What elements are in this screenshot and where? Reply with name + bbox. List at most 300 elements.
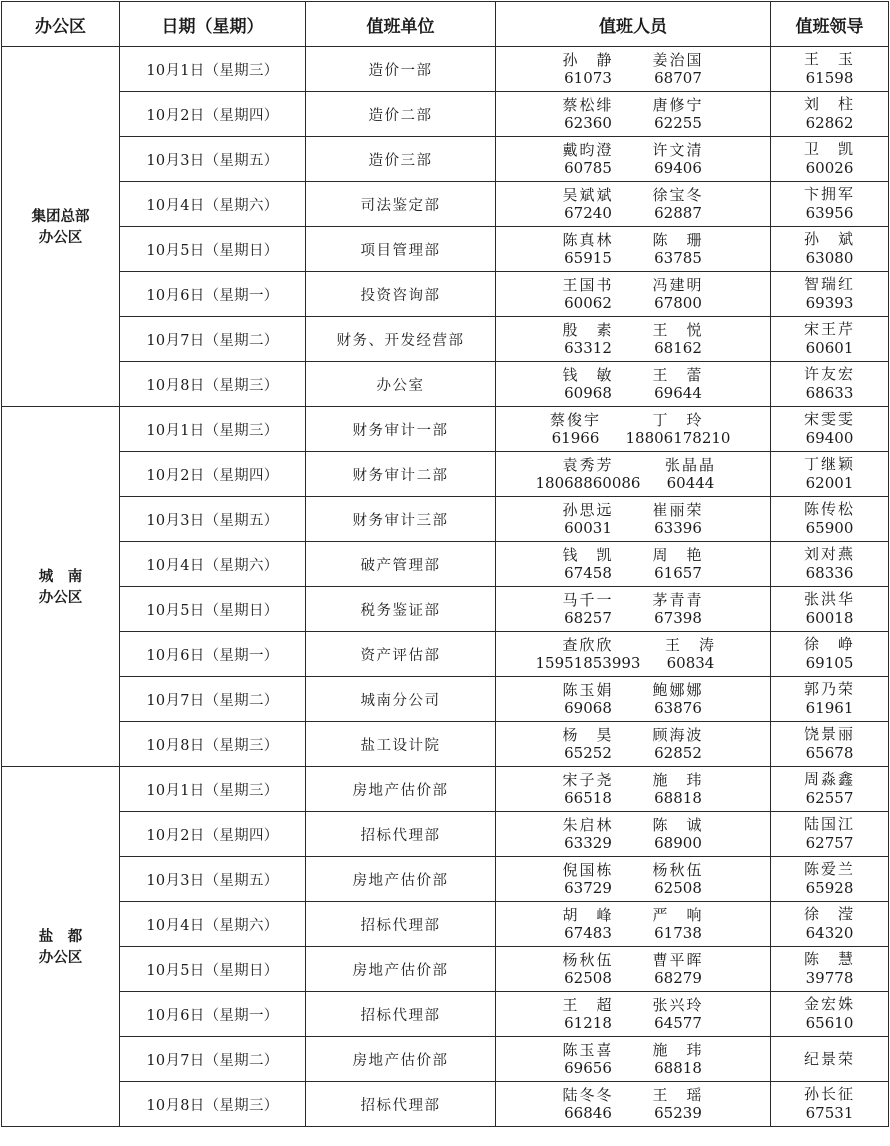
staff-member	[548, 546, 628, 582]
table-row	[2, 452, 889, 497]
staff-phone: 68162	[654, 339, 702, 357]
staff-member	[548, 1086, 628, 1122]
leader-name: 丁继颖	[803, 455, 855, 473]
staff-name: 吴斌斌	[562, 186, 614, 204]
staff-phone: 63785	[654, 249, 702, 267]
staff-phone: 15951853993	[535, 654, 641, 672]
table-row	[2, 1037, 889, 1082]
staff-member	[638, 591, 718, 627]
leader-phone: 69400	[805, 429, 854, 447]
date-cell: 10月5日（星期日）	[120, 227, 306, 272]
duty-unit-cell: 财务审计二部	[306, 452, 496, 497]
leader-name: 孙长征	[803, 1085, 855, 1103]
staff-name: 张晶晶	[664, 456, 716, 474]
leader-name: 刘 柱	[803, 95, 855, 113]
duty-leader-cell	[771, 272, 889, 317]
table-row	[2, 812, 889, 857]
duty-unit-cell: 房地产估价部	[306, 767, 496, 812]
date-cell: 10月8日（星期三）	[120, 722, 306, 767]
date-cell: 10月4日（星期六）	[120, 902, 306, 947]
date-cell: 10月1日（星期三）	[120, 47, 306, 92]
date-cell: 10月3日（星期五）	[120, 857, 306, 902]
staff-phone: 63329	[564, 834, 612, 852]
staff-phone: 67483	[564, 924, 612, 942]
staff-phone: 69644	[654, 384, 702, 402]
staff-name: 王 超	[562, 996, 614, 1014]
staff-name: 张兴玲	[652, 996, 704, 1014]
staff-phone: 60785	[564, 159, 612, 177]
date-cell: 10月7日（星期二）	[120, 677, 306, 722]
leader-name: 金宏姝	[803, 995, 855, 1013]
staff-phone: 68900	[654, 834, 702, 852]
duty-unit-cell: 税务鉴证部	[306, 587, 496, 632]
table-row	[2, 47, 889, 92]
staff-member	[638, 816, 718, 852]
leader-phone: 68336	[805, 564, 854, 582]
staff-name: 曹平晖	[652, 951, 704, 969]
staff-phone: 61218	[564, 1014, 612, 1032]
duty-unit-cell: 盐工设计院	[306, 722, 496, 767]
office-area-suffix: 办公区	[38, 588, 83, 606]
leader-name: 张洪华	[803, 590, 855, 608]
staff-member	[536, 411, 616, 447]
duty-unit-cell: 破产管理部	[306, 542, 496, 587]
table-row	[2, 92, 889, 137]
duty-staff-cell	[496, 542, 771, 587]
leader-phone: 69393	[805, 294, 854, 312]
staff-phone: 67398	[654, 609, 702, 627]
staff-name: 殷 素	[562, 321, 614, 339]
staff-member	[548, 591, 628, 627]
staff-name: 胡 峰	[562, 906, 614, 924]
duty-staff-cell	[496, 857, 771, 902]
duty-unit-cell: 办公室	[306, 362, 496, 407]
leader-phone: 63080	[805, 249, 854, 267]
date-cell: 10月1日（星期三）	[120, 407, 306, 452]
staff-phone: 65252	[564, 744, 612, 762]
staff-member	[638, 51, 718, 87]
leader-phone: 63956	[805, 204, 854, 222]
staff-name: 王 悦	[652, 321, 704, 339]
duty-unit-cell: 项目管理部	[306, 227, 496, 272]
leader-phone: 62557	[805, 789, 854, 807]
staff-phone: 69406	[654, 159, 702, 177]
staff-phone: 18806178210	[625, 429, 731, 447]
table-row	[2, 992, 889, 1037]
staff-name: 茅青青	[652, 591, 704, 609]
staff-phone: 64577	[654, 1014, 702, 1032]
staff-phone: 69068	[564, 699, 612, 717]
table-row	[2, 497, 889, 542]
date-cell: 10月2日（星期四）	[120, 452, 306, 497]
duty-leader-cell	[771, 92, 889, 137]
staff-name: 孙思远	[562, 501, 614, 519]
office-area-suffix: 办公区	[38, 948, 83, 966]
staff-member	[548, 501, 628, 537]
leader-name: 宋王芹	[803, 320, 855, 338]
date-cell: 10月6日（星期一）	[120, 272, 306, 317]
office-area-cell	[2, 767, 120, 1127]
staff-name: 陈 诚	[652, 816, 704, 834]
office-area-name: 城 南	[38, 567, 83, 585]
date-cell: 10月6日（星期一）	[120, 992, 306, 1037]
header-unit: 值班单位	[306, 2, 496, 47]
table-row	[2, 767, 889, 812]
date-cell: 10月3日（星期五）	[120, 137, 306, 182]
staff-name: 倪国栋	[562, 861, 614, 879]
staff-member	[548, 186, 628, 222]
leader-phone: 60026	[805, 159, 854, 177]
duty-unit-cell: 城南分公司	[306, 677, 496, 722]
staff-member	[548, 1041, 628, 1077]
staff-phone: 63312	[564, 339, 612, 357]
leader-name: 陈传松	[803, 500, 855, 518]
duty-unit-cell: 招标代理部	[306, 1082, 496, 1127]
staff-name: 王 蕾	[652, 366, 704, 384]
table-row	[2, 542, 889, 587]
table-row	[2, 407, 889, 452]
date-cell: 10月5日（星期日）	[120, 587, 306, 632]
date-cell: 10月4日（星期六）	[120, 182, 306, 227]
staff-name: 马千一	[562, 591, 614, 609]
staff-member	[548, 771, 628, 807]
table-row	[2, 227, 889, 272]
duty-leader-cell	[771, 362, 889, 407]
table-row	[2, 947, 889, 992]
staff-phone: 61073	[564, 69, 612, 87]
staff-member	[638, 996, 718, 1032]
office-area-cell	[2, 47, 120, 407]
staff-phone: 67458	[564, 564, 612, 582]
staff-name: 朱启林	[562, 816, 614, 834]
staff-name: 宋子尧	[562, 771, 614, 789]
staff-name: 蔡松绯	[562, 96, 614, 114]
duty-leader-cell	[771, 497, 889, 542]
staff-member	[650, 636, 730, 672]
duty-leader-cell	[771, 227, 889, 272]
duty-leader-cell	[771, 677, 889, 722]
duty-staff-cell	[496, 137, 771, 182]
staff-member	[548, 366, 628, 402]
date-cell: 10月7日（星期二）	[120, 1037, 306, 1082]
staff-member	[548, 276, 628, 312]
duty-unit-cell: 财务审计三部	[306, 497, 496, 542]
staff-phone: 66846	[564, 1104, 612, 1122]
staff-member	[548, 996, 628, 1032]
duty-leader-cell	[771, 722, 889, 767]
duty-unit-cell: 造价二部	[306, 92, 496, 137]
leader-phone: 69105	[805, 654, 854, 672]
duty-leader-cell	[771, 902, 889, 947]
leader-name: 陈爱兰	[803, 860, 855, 878]
duty-leader-cell	[771, 767, 889, 812]
duty-leader-cell	[771, 857, 889, 902]
duty-leader-cell	[771, 947, 889, 992]
staff-member	[548, 231, 628, 267]
duty-unit-cell: 招标代理部	[306, 902, 496, 947]
duty-leader-cell	[771, 632, 889, 677]
table-row	[2, 272, 889, 317]
duty-leader-cell	[771, 1082, 889, 1127]
staff-phone: 62255	[654, 114, 702, 132]
staff-name: 蔡俊宇	[549, 411, 601, 429]
staff-phone: 62508	[654, 879, 702, 897]
duty-staff-cell	[496, 497, 771, 542]
leader-name: 纪景荣	[803, 1049, 855, 1068]
staff-name: 钱 凯	[562, 546, 614, 564]
leader-phone: 62757	[805, 834, 854, 852]
staff-phone: 68279	[654, 969, 702, 987]
staff-name: 姜治国	[652, 51, 704, 69]
staff-member	[536, 456, 641, 492]
leader-name: 刘对燕	[803, 545, 855, 563]
table-row	[2, 137, 889, 182]
table-row	[2, 182, 889, 227]
duty-unit-cell: 投资咨询部	[306, 272, 496, 317]
duty-staff-cell	[496, 677, 771, 722]
duty-staff-cell	[496, 902, 771, 947]
staff-phone: 61657	[654, 564, 702, 582]
duty-leader-cell	[771, 1037, 889, 1082]
staff-phone: 69656	[564, 1059, 612, 1077]
leader-phone: 60018	[805, 609, 854, 627]
staff-member	[548, 96, 628, 132]
date-cell: 10月3日（星期五）	[120, 497, 306, 542]
duty-leader-cell	[771, 317, 889, 362]
leader-phone: 39778	[805, 969, 854, 987]
duty-staff-cell	[496, 92, 771, 137]
staff-member	[548, 951, 628, 987]
header-staff: 值班人员	[496, 2, 771, 47]
leader-phone: 65678	[805, 744, 854, 762]
staff-name: 陈玉喜	[562, 1041, 614, 1059]
staff-member	[638, 681, 718, 717]
duty-staff-cell	[496, 407, 771, 452]
staff-phone: 68257	[564, 609, 612, 627]
duty-leader-cell	[771, 812, 889, 857]
staff-phone: 63729	[564, 879, 612, 897]
table-row	[2, 317, 889, 362]
staff-phone: 68707	[654, 69, 702, 87]
leader-name: 许友宏	[803, 365, 855, 383]
duty-staff-cell	[496, 317, 771, 362]
duty-unit-cell: 造价三部	[306, 137, 496, 182]
duty-leader-cell	[771, 407, 889, 452]
staff-member	[638, 276, 718, 312]
duty-unit-cell: 房地产估价部	[306, 857, 496, 902]
staff-name: 钱 敏	[562, 366, 614, 384]
staff-name: 崔丽荣	[652, 501, 704, 519]
staff-name: 王 涛	[664, 636, 716, 654]
staff-member	[548, 321, 628, 357]
staff-member	[536, 636, 641, 672]
staff-phone: 62852	[654, 744, 702, 762]
leader-phone: 65610	[805, 1014, 854, 1032]
leader-phone: 62862	[805, 114, 854, 132]
leader-name: 卞拥军	[803, 185, 855, 203]
duty-staff-cell	[496, 47, 771, 92]
staff-member	[638, 231, 718, 267]
leader-name: 孙 斌	[803, 230, 855, 248]
duty-unit-cell: 房地产估价部	[306, 947, 496, 992]
staff-name: 鲍娜娜	[652, 681, 704, 699]
staff-member	[548, 141, 628, 177]
staff-member	[638, 186, 718, 222]
staff-name: 丁 玲	[652, 411, 704, 429]
staff-member	[548, 861, 628, 897]
staff-name: 施 玮	[652, 771, 704, 789]
staff-name: 陈真林	[562, 231, 614, 249]
date-cell: 10月8日（星期三）	[120, 1082, 306, 1127]
duty-staff-cell	[496, 947, 771, 992]
staff-name: 袁秀芳	[562, 456, 614, 474]
office-area-suffix: 办公区	[38, 228, 83, 246]
duty-staff-cell	[496, 992, 771, 1037]
staff-phone: 67240	[564, 204, 612, 222]
staff-phone: 65239	[654, 1104, 702, 1122]
table-row	[2, 362, 889, 407]
staff-member	[638, 1086, 718, 1122]
table-row	[2, 857, 889, 902]
duty-staff-cell	[496, 722, 771, 767]
duty-staff-cell	[496, 632, 771, 677]
staff-member	[638, 546, 718, 582]
staff-member	[548, 816, 628, 852]
leader-name: 饶景丽	[803, 725, 855, 743]
staff-member	[638, 951, 718, 987]
date-cell: 10月2日（星期四）	[120, 812, 306, 857]
staff-phone: 60834	[666, 654, 715, 672]
staff-member	[638, 726, 718, 762]
leader-name: 宋雯雯	[803, 410, 855, 428]
table-row	[2, 902, 889, 947]
staff-name: 王国书	[562, 276, 614, 294]
duty-staff-cell	[496, 227, 771, 272]
leader-name: 徐 峥	[803, 635, 855, 653]
staff-member	[638, 861, 718, 897]
leader-name: 郭乃荣	[803, 680, 855, 698]
staff-member	[638, 321, 718, 357]
date-cell: 10月4日（星期六）	[120, 542, 306, 587]
header-date: 日期（星期）	[120, 2, 306, 47]
leader-phone: 62001	[805, 474, 854, 492]
leader-name: 徐 滢	[803, 905, 855, 923]
leader-phone: 67531	[805, 1104, 854, 1122]
staff-phone: 61738	[654, 924, 702, 942]
staff-member	[626, 411, 731, 447]
staff-name: 查欣欣	[562, 636, 614, 654]
staff-member	[638, 141, 718, 177]
table-row	[2, 722, 889, 767]
staff-member	[548, 726, 628, 762]
duty-staff-cell	[496, 272, 771, 317]
staff-phone: 63876	[654, 699, 702, 717]
duty-unit-cell: 资产评估部	[306, 632, 496, 677]
duty-unit-cell: 房地产估价部	[306, 1037, 496, 1082]
duty-leader-cell	[771, 452, 889, 497]
staff-name: 冯建明	[652, 276, 704, 294]
staff-phone: 60968	[564, 384, 612, 402]
duty-leader-cell	[771, 182, 889, 227]
staff-phone: 68818	[654, 789, 702, 807]
staff-name: 顾海波	[652, 726, 704, 744]
staff-name: 杨 昊	[562, 726, 614, 744]
leader-name: 智瑞红	[803, 275, 855, 293]
staff-name: 陈 珊	[652, 231, 704, 249]
staff-name: 陈玉娟	[562, 681, 614, 699]
staff-name: 唐修宁	[652, 96, 704, 114]
leader-phone: 68633	[805, 384, 854, 402]
staff-name: 周 艳	[652, 546, 704, 564]
staff-name: 杨秋伍	[562, 951, 614, 969]
roster-body	[2, 47, 889, 1127]
staff-phone: 63396	[654, 519, 702, 537]
header-office: 办公区	[2, 2, 120, 47]
staff-name: 严 响	[652, 906, 704, 924]
staff-member	[650, 456, 730, 492]
header-leader: 值班领导	[771, 2, 889, 47]
header-row	[2, 2, 889, 47]
staff-name: 杨秋伍	[652, 861, 704, 879]
staff-member	[638, 1041, 718, 1077]
leader-name: 陈 慧	[803, 950, 855, 968]
duty-staff-cell	[496, 362, 771, 407]
staff-phone: 62508	[564, 969, 612, 987]
staff-phone: 60062	[564, 294, 612, 312]
staff-member	[548, 51, 628, 87]
staff-phone: 18068860086	[535, 474, 641, 492]
staff-phone: 61966	[551, 429, 600, 447]
leader-phone: 65900	[805, 519, 854, 537]
leader-phone: 64320	[805, 924, 854, 942]
duty-staff-cell	[496, 182, 771, 227]
leader-name: 卫 凯	[803, 140, 855, 158]
leader-phone: 61961	[805, 699, 854, 717]
duty-staff-cell	[496, 812, 771, 857]
duty-staff-cell	[496, 587, 771, 632]
date-cell: 10月7日（星期二）	[120, 317, 306, 362]
staff-member	[548, 906, 628, 942]
leader-name: 周淼鑫	[803, 770, 855, 788]
staff-name: 陆冬冬	[562, 1086, 614, 1104]
duty-unit-cell: 司法鉴定部	[306, 182, 496, 227]
leader-phone: 65928	[805, 879, 854, 897]
duty-unit-cell: 招标代理部	[306, 812, 496, 857]
date-cell: 10月6日（星期一）	[120, 632, 306, 677]
table-row	[2, 677, 889, 722]
duty-unit-cell: 财务审计一部	[306, 407, 496, 452]
duty-leader-cell	[771, 587, 889, 632]
leader-phone: 60601	[805, 339, 854, 357]
staff-member	[638, 906, 718, 942]
staff-name: 许文清	[652, 141, 704, 159]
date-cell: 10月8日（星期三）	[120, 362, 306, 407]
duty-staff-cell	[496, 452, 771, 497]
leader-phone: 61598	[805, 69, 854, 87]
date-cell: 10月1日（星期三）	[120, 767, 306, 812]
leader-name: 陆国江	[803, 815, 855, 833]
leader-name: 王 玉	[803, 50, 855, 68]
staff-phone: 68818	[654, 1059, 702, 1077]
staff-name: 王 瑶	[652, 1086, 704, 1104]
staff-phone: 60444	[666, 474, 715, 492]
staff-name: 徐宝冬	[652, 186, 704, 204]
staff-phone: 62887	[654, 204, 702, 222]
date-cell: 10月5日（星期日）	[120, 947, 306, 992]
table-row	[2, 632, 889, 677]
date-cell: 10月2日（星期四）	[120, 92, 306, 137]
staff-phone: 66518	[564, 789, 612, 807]
